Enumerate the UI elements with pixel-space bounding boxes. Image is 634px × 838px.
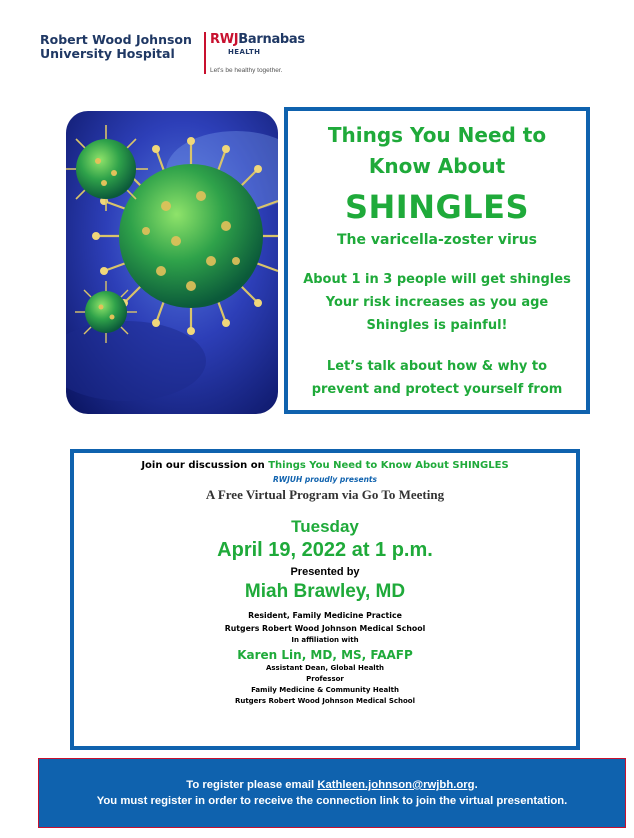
speaker-role: Resident, Family Medicine Practice (248, 611, 402, 620)
hospital-logo (40, 30, 320, 80)
brand-barnabas: Barnabas (238, 32, 305, 47)
presented-by-label: Presented by (290, 566, 360, 578)
register-suffix: . (474, 779, 478, 791)
hospital-name-line2: University Hospital (40, 46, 175, 61)
facts-list (288, 268, 586, 337)
fact-item: Shingles is painful! (366, 318, 508, 333)
register-instructions (39, 779, 625, 791)
cta-line: Let’s talk about how & why to (326, 359, 548, 374)
presents-org: RWJUH (273, 475, 303, 484)
headline-box (284, 107, 590, 414)
call-to-action (288, 355, 586, 401)
cta-line: prevent and protect yourself from (311, 382, 563, 397)
virus-illustration (66, 111, 278, 414)
logo-divider (204, 32, 206, 74)
brand-wordmark (210, 32, 305, 47)
fact-item: Your risk increases as you age (325, 295, 549, 310)
speaker-name: Miah Brawley, MD (244, 581, 406, 602)
headline-shingles: SHINGLES (344, 188, 530, 226)
headline-subtitle: The varicella-zoster virus (336, 232, 537, 248)
virus-small-bottom (75, 281, 137, 343)
register-prefix: To register please email (186, 779, 318, 791)
join-discussion-line (74, 460, 576, 471)
co-presenter-school: Rutgers Robert Wood Johnson Medical School (234, 697, 416, 705)
headline-title: Things You Need to Know About (327, 123, 547, 178)
presents-line (74, 475, 576, 484)
brand-tagline: Let's be healthy together. (210, 67, 283, 74)
event-day: Tuesday (291, 517, 359, 536)
event-date: April 19, 2022 at 1 p.m. (217, 539, 433, 561)
presents-suffix: proudly presents (302, 475, 377, 484)
register-email-link[interactable]: Kathleen.johnson@rwjbh.org (317, 779, 475, 791)
join-topic: Things You Need to Know About SHINGLES (268, 460, 509, 471)
co-presenter-name: Karen Lin, MD, MS, FAAFP (237, 648, 413, 662)
hospital-name (40, 33, 192, 61)
co-presenter-title: Professor (306, 675, 344, 683)
hospital-name-line1: Robert Wood Johnson (40, 32, 192, 47)
registration-banner (38, 758, 626, 828)
co-presenter-dept: Family Medicine & Community Health (251, 686, 399, 694)
brand-health: HEALTH (228, 48, 261, 56)
speaker-school: Rutgers Robert Wood Johnson Medical School (224, 624, 426, 633)
affiliation-label: In affiliation with (291, 636, 359, 644)
co-presenter-title: Assistant Dean, Global Health (265, 664, 385, 672)
join-prefix: Join our discussion on (141, 460, 269, 471)
fact-item: About 1 in 3 people will get shingles (303, 272, 571, 287)
register-note: You must register in order to receive the connection link to join the virtual presentation. (96, 795, 568, 807)
event-details-box (70, 449, 580, 750)
program-type: A Free Virtual Program via Go To Meeting (205, 487, 445, 502)
brand-rwj: RWJ (210, 32, 239, 47)
